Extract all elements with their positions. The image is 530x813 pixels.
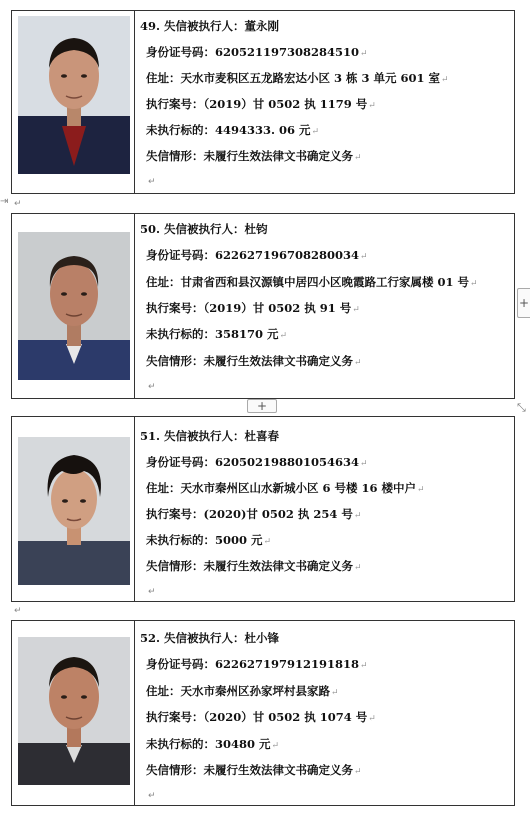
paragraph-mark: ↵ — [148, 177, 156, 187]
situation-line: 失信情形：未履行生效法律文书确定义务↵ — [146, 149, 362, 163]
situation-line: 失信情形：未履行生效法律文书确定义务↵ — [146, 354, 362, 368]
paragraph-mark: ↵ — [14, 606, 22, 616]
record-52 — [11, 620, 515, 806]
case-line: 执行案号：（2019）甘 0502 执 1179 号↵ — [146, 97, 376, 111]
id-line: 身份证号码：622627197912191818↵ — [146, 657, 368, 671]
paragraph-mark: ↵ — [148, 587, 156, 597]
table-resize-icon[interactable]: ⤡ — [517, 401, 526, 414]
table-move-icon[interactable]: ⇥ — [0, 196, 9, 207]
person-photo — [18, 16, 130, 174]
person-photo — [18, 437, 130, 585]
paragraph-mark: ↵ — [148, 382, 156, 392]
case-line: 执行案号：(2020)甘 0502 执 254 号↵ — [146, 507, 362, 521]
amount-line: 未执行标的：358170 元↵ — [146, 327, 288, 341]
situation-line: 失信情形：未履行生效法律文书确定义务↵ — [146, 559, 362, 573]
amount-line: 未执行标的：30480 元↵ — [146, 737, 280, 751]
record-title: 49. 失信被执行人：董永刚 — [140, 19, 280, 33]
case-line: 执行案号：（2020）甘 0502 执 1074 号↵ — [146, 710, 376, 724]
id-line: 身份证号码：620521197308284510↵ — [146, 45, 368, 59]
address-line: 住址：天水市秦州区山水新城小区 6 号楼 16 楼中户↵ — [146, 481, 425, 495]
photo-cell — [12, 621, 135, 805]
amount-line: 未执行标的：5000 元↵ — [146, 533, 272, 547]
id-line: 身份证号码：620502198801054634↵ — [146, 455, 368, 469]
record-title: 50. 失信被执行人：杜钧 — [140, 222, 268, 236]
id-line: 身份证号码：622627196708280034↵ — [146, 248, 368, 262]
photo-cell — [12, 417, 135, 601]
person-photo — [18, 232, 130, 380]
record-title: 52. 失信被执行人：杜小锋 — [140, 631, 280, 645]
paragraph-mark: ↵ — [148, 791, 156, 801]
record-49 — [11, 10, 515, 194]
photo-cell — [12, 11, 135, 193]
photo-cell — [12, 214, 135, 398]
amount-line: 未执行标的：4494333. 06 元↵ — [146, 123, 320, 137]
case-line: 执行案号：（2019）甘 0502 执 91 号↵ — [146, 301, 360, 315]
record-51 — [11, 416, 515, 602]
address-line: 住址：天水市秦州区孙家坪村县家路↵ — [146, 684, 339, 698]
situation-line: 失信情形：未履行生效法律文书确定义务↵ — [146, 763, 362, 777]
paragraph-mark: ↵ — [14, 199, 22, 209]
add-row-button[interactable]: + — [247, 399, 277, 413]
person-photo — [18, 637, 130, 785]
add-column-button[interactable]: + — [517, 288, 530, 318]
address-line: 住址：天水市麦积区五龙路宏达小区 3 栋 3 单元 601 室↵ — [146, 71, 449, 85]
record-title: 51. 失信被执行人：杜喜春 — [140, 429, 280, 443]
address-line: 住址：甘肃省西和县汉源镇中居四小区晚霞路工行家属楼 01 号↵ — [146, 275, 478, 289]
record-50 — [11, 213, 515, 399]
